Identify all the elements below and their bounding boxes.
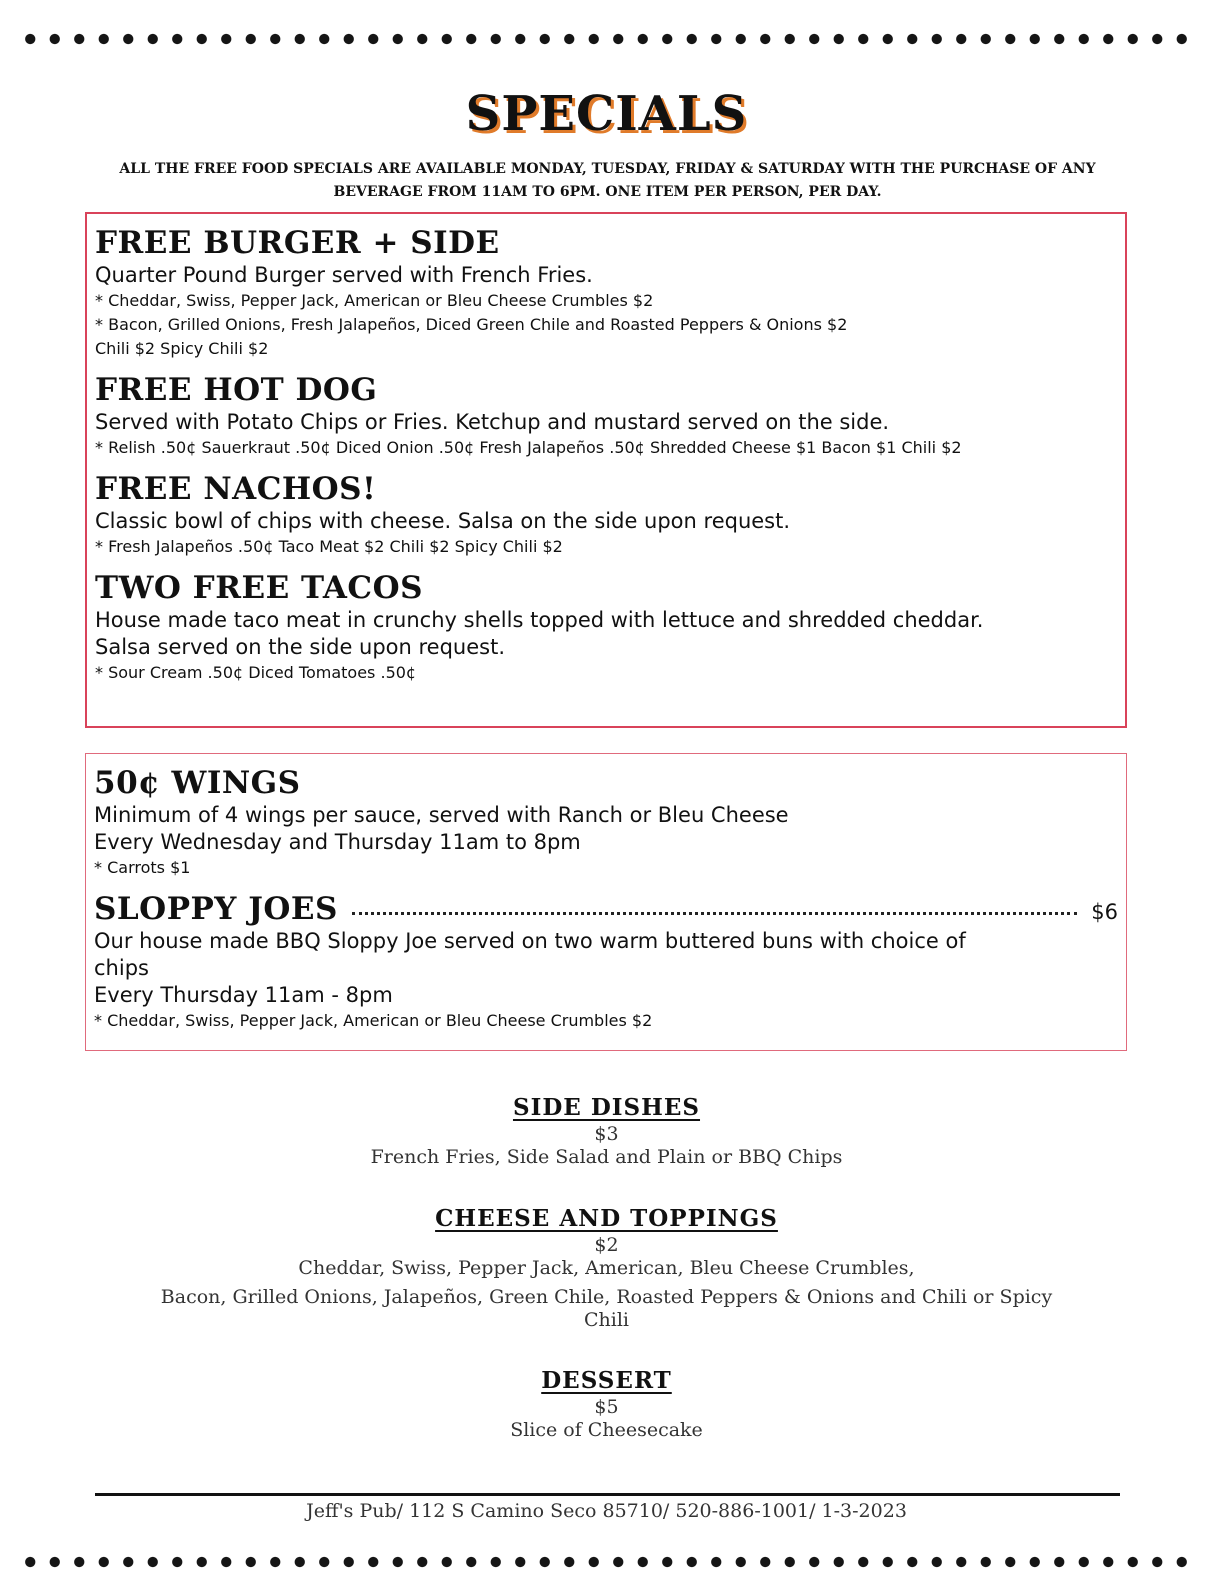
description-sloppy-joes-line-1: Our house made BBQ Sloppy Joe served on two warm buttered buns with choice of: [94, 929, 966, 953]
section-title-tacos: TWO FREE TACOS: [95, 570, 423, 606]
footer-info: Jeff's Pub/ 112 S Camino Seco 85710/ 520-886-1001/ 1-3-2023: [306, 1500, 907, 1522]
note-sloppy-joes-cheese: * Cheddar, Swiss, Pepper Jack, American or Bleu Cheese Crumbles $2: [94, 1011, 653, 1030]
special-burger: [95, 224, 1117, 361]
dessert-items: Slice of Cheesecake: [510, 1419, 703, 1441]
side-dishes-title: SIDE DISHES: [512, 1094, 701, 1121]
description-wings-line-1: Minimum of 4 wings per sauce, served with Ranch or Bleu Cheese: [94, 803, 789, 827]
cheese-toppings-line-3: Chili: [583, 1309, 629, 1331]
top-dot-border: [18, 33, 1195, 45]
description-hot-dog: Served with Potato Chips or Fries. Ketchup and mustard served on the side.: [95, 410, 890, 434]
side-dishes-items: French Fries, Side Salad and Plain or BBQ Chips: [370, 1146, 843, 1168]
note-wings-carrots: * Carrots $1: [94, 858, 191, 877]
note-burger-toppings: * Bacon, Grilled Onions, Fresh Jalapeños, Diced Green Chile and Roasted Peppers & Onions $2: [95, 315, 848, 334]
description-wings-line-2: Every Wednesday and Thursday 11am to 8pm: [94, 830, 581, 854]
free-specials-box: [85, 212, 1127, 728]
special-tacos: [95, 569, 1117, 685]
special-sloppy-joes: [94, 880, 1118, 1033]
description-burger: Quarter Pound Burger served with French Fries.: [95, 263, 593, 287]
description-tacos-line-2: Salsa served on the side upon request.: [95, 635, 506, 659]
price-sloppy-joes: $6: [1091, 900, 1118, 924]
weekday-specials-box: [85, 753, 1127, 1051]
dessert-section: [0, 1366, 1213, 1442]
note-hot-dog-toppings: * Relish .50¢ Sauerkraut .50¢ Diced Onion .50¢ Fresh Jalapeños .50¢ Shredded Cheese $1 Bacon $1 Chili $2: [95, 438, 962, 457]
side-dishes-section: [0, 1093, 1213, 1169]
dessert-title: DESSERT: [541, 1367, 672, 1394]
special-wings: [94, 764, 1118, 880]
cheese-toppings-line-2: Bacon, Grilled Onions, Jalapeños, Green Chile, Roasted Peppers & Onions and Chili or Spicy: [160, 1286, 1053, 1308]
bottom-dot-border: [18, 1556, 1195, 1568]
section-title-hot-dog: FREE HOT DOG: [95, 372, 378, 408]
section-title-burger: FREE BURGER + SIDE: [95, 225, 500, 261]
note-burger-cheese: * Cheddar, Swiss, Pepper Jack, American or Bleu Cheese Crumbles $2: [95, 291, 654, 310]
side-dishes-price: $3: [594, 1123, 619, 1145]
special-hot-dog: [95, 371, 1117, 460]
price-dot-leader: [352, 912, 1077, 915]
note-burger-chili: Chili $2 Spicy Chili $2: [95, 339, 269, 358]
cheese-toppings-title: CHEESE AND TOPPINGS: [435, 1205, 778, 1232]
sloppy-joes-title-row: [94, 880, 1118, 928]
note-nachos-toppings: * Fresh Jalapeños .50¢ Taco Meat $2 Chili $2 Spicy Chili $2: [95, 537, 563, 556]
specials-intro: ALL THE FREE FOOD SPECIALS ARE AVAILABLE MONDAY, TUESDAY, FRIDAY & SATURDAY WITH THE PURCHASE OF ANY BEVERAGE FROM 11AM TO 6PM. ONE ITEM PER PERSON, PER DAY.: [119, 161, 1096, 200]
page-title: SPECIALS: [465, 86, 748, 142]
description-nachos: Classic bowl of chips with cheese. Salsa on the side upon request.: [95, 509, 791, 533]
description-tacos-line-1: House made taco meat in crunchy shells topped with lettuce and shredded cheddar.: [95, 608, 984, 632]
section-title-wings: 50¢ WINGS: [94, 765, 301, 801]
dessert-price: $5: [594, 1396, 619, 1418]
cheese-toppings-line-1: Cheddar, Swiss, Pepper Jack, American, Bleu Cheese Crumbles,: [298, 1257, 915, 1279]
note-tacos-toppings: * Sour Cream .50¢ Diced Tomatoes .50¢: [95, 663, 417, 682]
cheese-toppings-price: $2: [594, 1234, 619, 1256]
special-nachos: [95, 470, 1117, 559]
description-sloppy-joes-line-2: chips: [94, 956, 149, 980]
section-title-sloppy-joes: SLOPPY JOES: [94, 891, 338, 927]
footer-divider: [95, 1493, 1120, 1496]
description-sloppy-joes-line-3: Every Thursday 11am - 8pm: [94, 983, 393, 1007]
cheese-toppings-section: [0, 1204, 1213, 1332]
section-title-nachos: FREE NACHOS!: [95, 471, 377, 507]
